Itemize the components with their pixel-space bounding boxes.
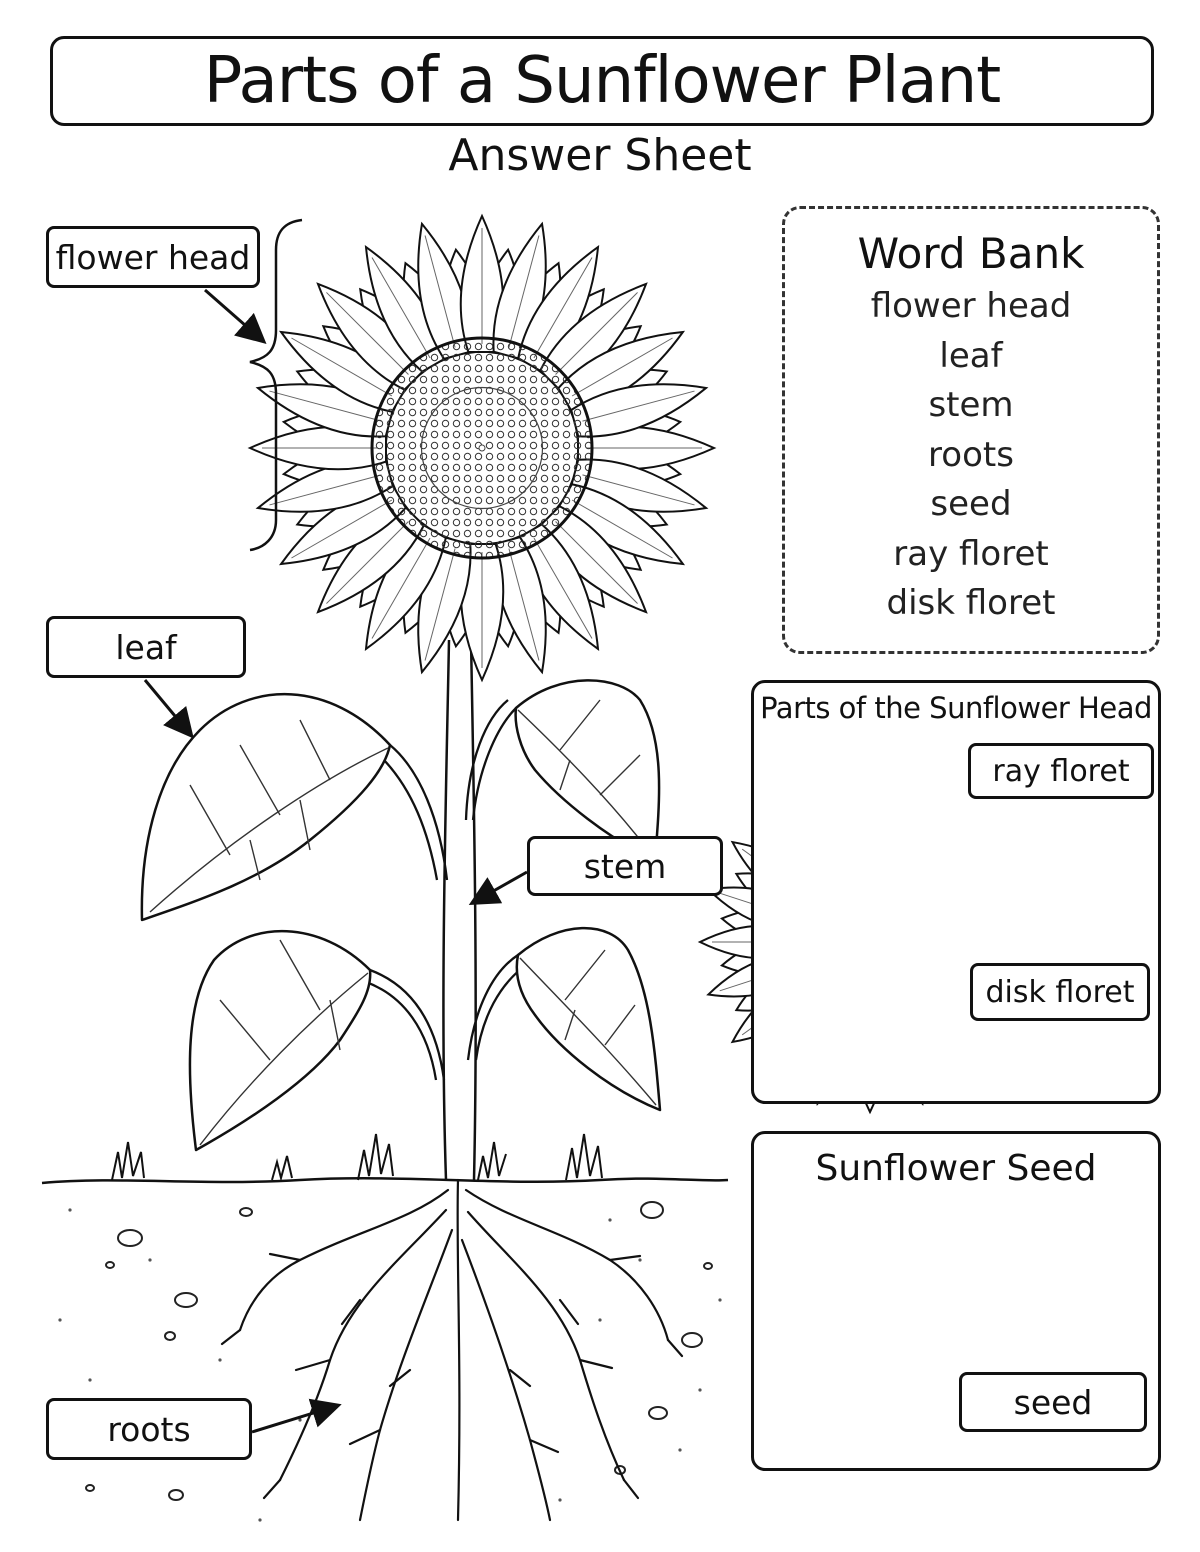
stem-arrow xyxy=(474,872,527,902)
label-leaf: leaf xyxy=(46,616,246,678)
roots-drawing xyxy=(222,1180,682,1520)
word-bank-title: Word Bank xyxy=(857,229,1085,278)
word-bank xyxy=(782,206,1160,654)
label-seed: seed xyxy=(959,1372,1147,1432)
flower-head-arrow xyxy=(205,290,262,340)
word-bank-item: stem xyxy=(928,385,1014,425)
seed-panel-title: Sunflower Seed xyxy=(815,1148,1097,1189)
stem-drawing xyxy=(443,640,475,1180)
word-bank-item: disk floret xyxy=(886,583,1056,623)
word-bank-item: roots xyxy=(928,434,1014,475)
page-title: Parts of a Sunflower Plant xyxy=(203,44,1001,118)
word-bank-item: flower head xyxy=(870,286,1072,326)
leaf-lower-left xyxy=(190,931,370,1150)
word-bank-item: ray floret xyxy=(893,533,1049,574)
flower-head-drawing xyxy=(250,216,714,680)
ground-line xyxy=(42,1178,728,1183)
disk-center-point xyxy=(479,445,485,451)
page-subtitle: Answer Sheet xyxy=(448,130,752,181)
label-disk-floret: disk floret xyxy=(970,963,1150,1021)
title-box xyxy=(50,36,1154,126)
label-roots: roots xyxy=(46,1398,252,1460)
word-bank-item: leaf xyxy=(939,335,1003,376)
leaves xyxy=(142,680,660,1150)
leaf-upper-right xyxy=(516,680,659,860)
word-bank-item: seed xyxy=(930,484,1012,524)
label-flower-head: flower head xyxy=(46,226,260,288)
leaf-arrow xyxy=(145,680,190,734)
roots-arrow xyxy=(252,1406,336,1432)
grass-tufts xyxy=(112,1134,602,1180)
head-panel-title: Parts of the Sunflower Head xyxy=(760,691,1152,725)
label-ray-floret: ray floret xyxy=(968,743,1154,799)
label-stem: stem xyxy=(527,836,723,896)
leaf-lower-right xyxy=(517,928,660,1110)
